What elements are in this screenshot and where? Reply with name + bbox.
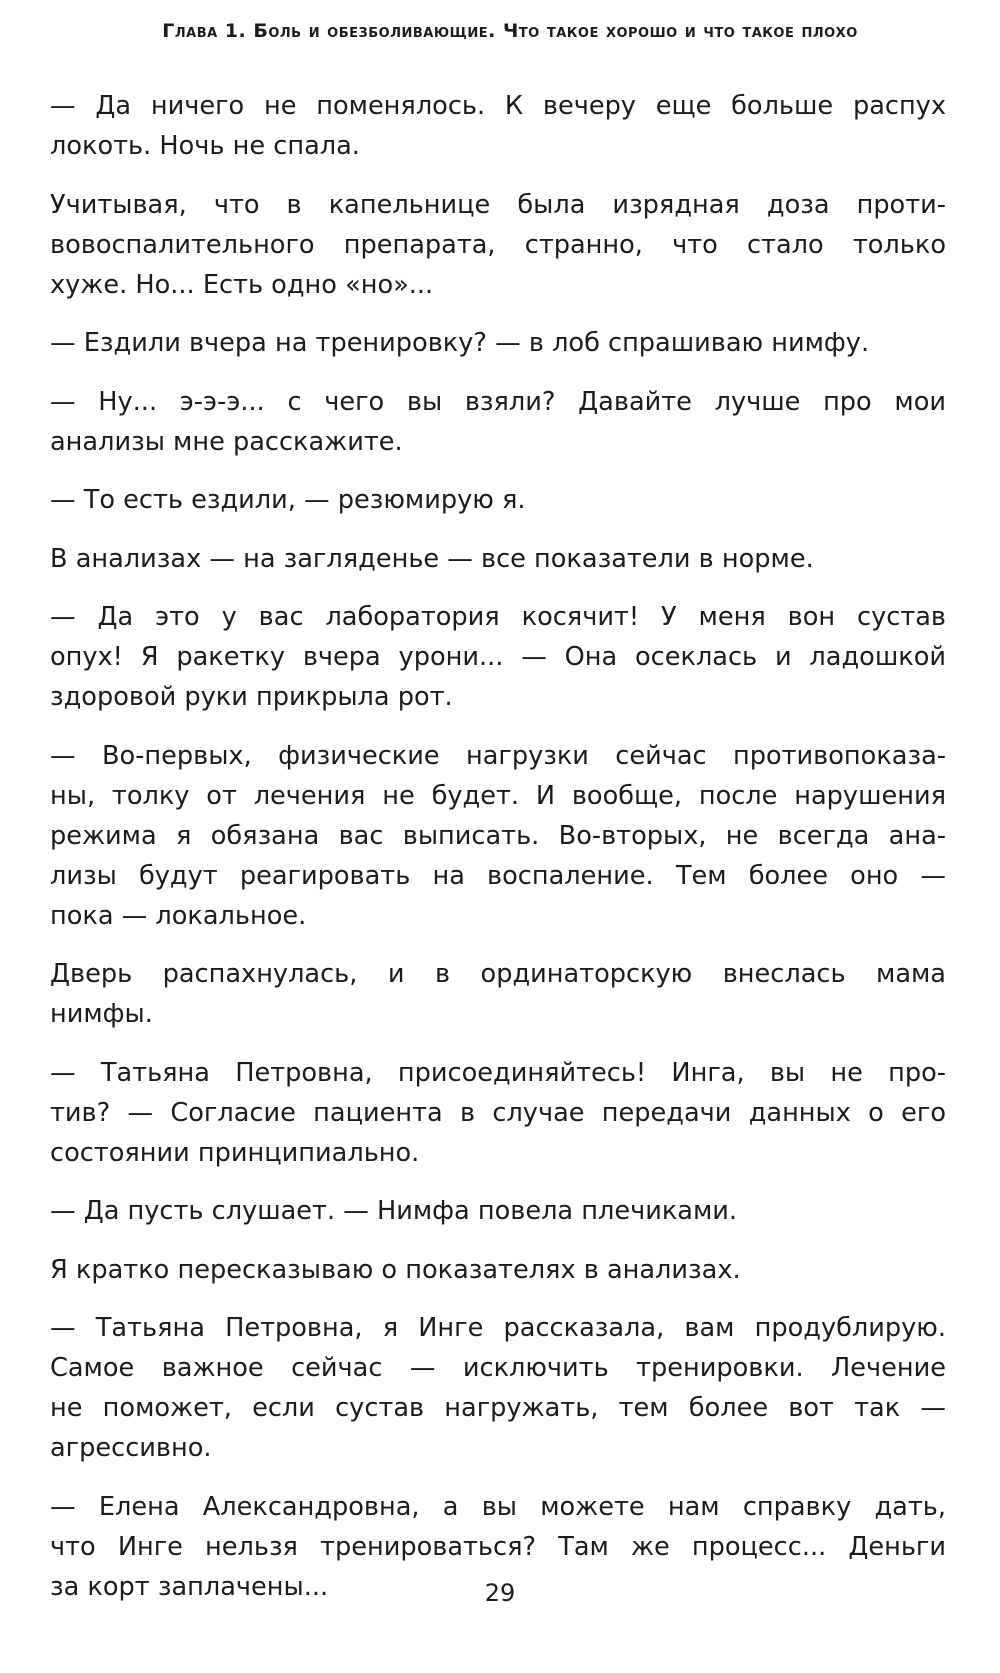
text-line: состоянии принципиально.: [50, 1137, 420, 1168]
text-line: — Елена Александровна, а вы можете нам справку дать,: [50, 1491, 946, 1522]
paragraph: [50, 323, 946, 363]
text-line: ны, толку от лечения не будет. И вообще, после нарушения: [50, 780, 946, 811]
paragraph: [50, 597, 946, 717]
paragraph: [50, 1250, 946, 1290]
text-line: — Татьяна Петровна, я Инге рассказала, вам продублирую.: [50, 1313, 946, 1343]
running-header: Глава 1. Боль и обезболивающие. Что такое хорошо и что такое плохо: [162, 20, 858, 42]
text-line: не поможет, если сустав нагружать, тем более вот так —: [50, 1393, 946, 1423]
text-line: хуже. Но... Есть одно «но»...: [50, 269, 434, 300]
text-line: что Инге нельзя тренироваться? Там же процесс... Деньги: [50, 1531, 946, 1562]
text-line: анализы мне расскажите.: [50, 426, 403, 457]
paragraph: [50, 954, 946, 1034]
paragraph: [50, 86, 946, 166]
paragraph: [50, 1191, 946, 1231]
paragraph: [50, 736, 946, 936]
text-line: — Ездили вчера на тренировку? — в лоб спрашиваю нимфу.: [50, 328, 870, 358]
paragraph: [50, 1308, 946, 1468]
text-line: — Да ничего не поменялось. К вечеру еще больше распух: [50, 91, 946, 121]
paragraph: [50, 185, 946, 305]
text-line: агрессивно.: [50, 1433, 212, 1463]
page-number: 29: [484, 1579, 516, 1607]
text-line: тив? — Согласие пациента в случае передачи данных о его: [50, 1097, 946, 1128]
body-text: [50, 86, 946, 1625]
text-line: — Ну... э-э-э... с чего вы взяли? Давайте лучше про мои: [50, 386, 946, 417]
text-line: Дверь распахнулась, и в ординаторскую внеслась мама: [50, 959, 946, 989]
text-line: — Да это у вас лаборатория косячит! У меня вон сустав: [50, 602, 946, 632]
text-line: здоровой руки прикрыла рот.: [50, 682, 453, 712]
text-line: вовоспалительного препарата, странно, что стало только: [50, 229, 946, 260]
text-line: локоть. Ночь не спала.: [50, 131, 360, 161]
text-line: — Во-первых, физические нагрузки сейчас противопоказа-: [50, 740, 946, 771]
text-line: В анализах — на загляденье — все показатели в норме.: [50, 543, 814, 574]
text-line: за корт заплачены...: [50, 1571, 329, 1602]
paragraph: [50, 480, 946, 520]
text-line: Самое важное сейчас — исключить тренировки. Лечение: [50, 1353, 946, 1383]
text-line: — То есть ездили, — резюмирую я.: [50, 485, 526, 515]
text-line: — Да пусть слушает. — Нимфа повела плечиками.: [50, 1196, 738, 1226]
paragraph: [50, 382, 946, 462]
text-line: лизы будут реагировать на воспаление. Тем более оно —: [50, 860, 946, 891]
text-line: нимфы.: [50, 999, 153, 1029]
text-line: Я кратко пересказываю о показателях в анализах.: [50, 1254, 741, 1285]
text-line: опух! Я ракетку вчера урони... — Она осеклась и ладошкой: [50, 642, 946, 672]
text-line: — Татьяна Петровна, присоединяйтесь! Инга, вы не про-: [50, 1057, 946, 1088]
paragraph: [50, 539, 946, 579]
text-line: пока — локальное.: [50, 900, 307, 931]
text-line: Учитывая, что в капельнице была изрядная доза проти-: [50, 189, 946, 220]
paragraph: [50, 1053, 946, 1173]
text-line: режима я обязана вас выписать. Во-вторых, не всегда ана-: [50, 820, 946, 851]
